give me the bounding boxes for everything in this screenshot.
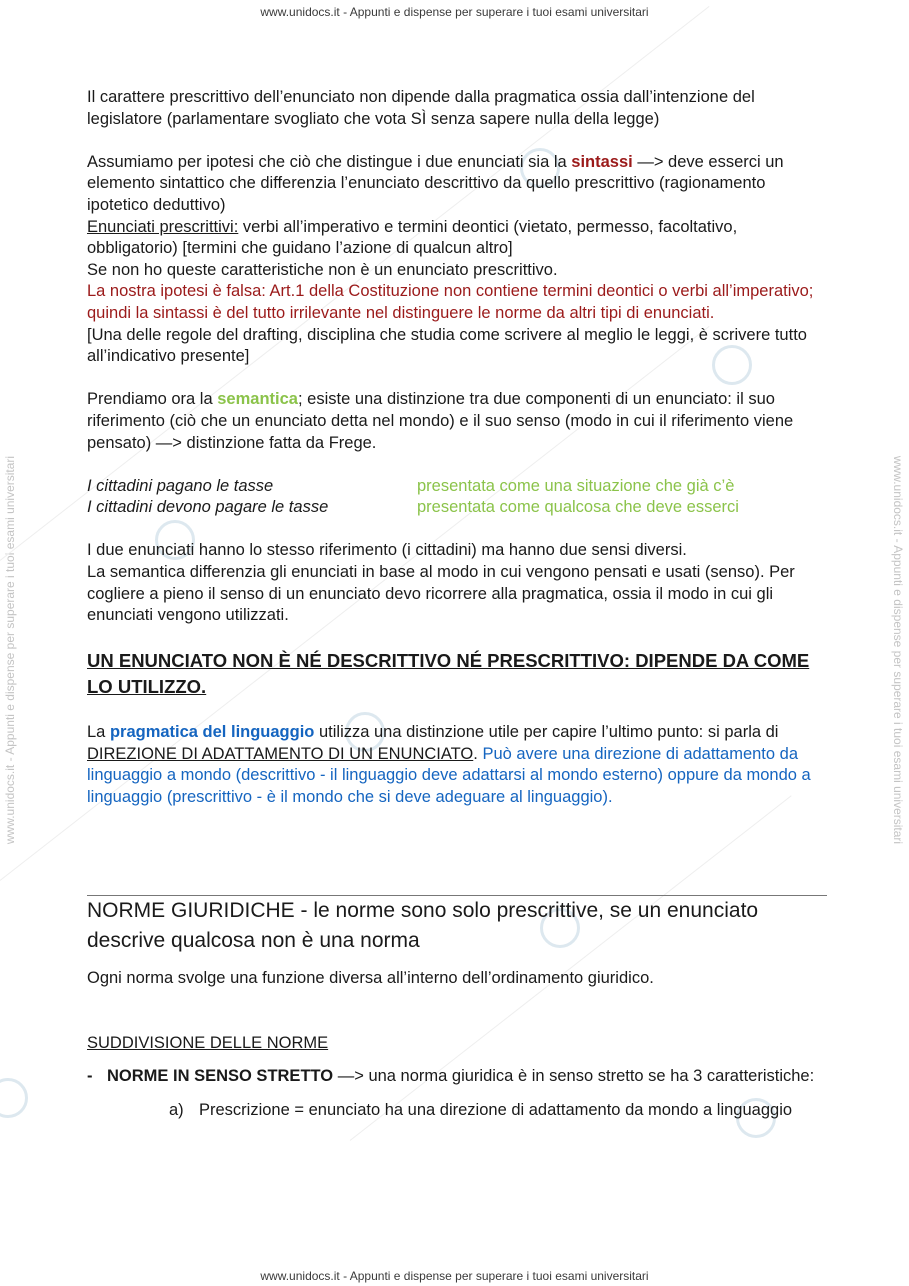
watermark-bottom: www.unidocs.it - Appunti e dispense per superare i tuoi esami universitari <box>260 1269 649 1283</box>
emphasis-heading: UN ENUNCIATO NON È NÉ DESCRITTIVO NÉ PRESCRITTIVO: DIPENDE DA COME LO UTILIZZO. <box>87 650 810 698</box>
keyword-sintassi: sintassi <box>571 152 633 171</box>
paragraph: La semantica differenzia gli enunciati in base al modo in cui vengono pensati e usati (senso). Per cogliere a pieno il senso di un enunciato devo ricorrere alla pragmatica, ossia il modo in cui gli enunciati vengono utilizzati. <box>87 563 795 625</box>
paragraph-sintassi: Assumiamo per ipotesi che ciò che distingue i due enunciati sia la sintassi —> deve esserci un elemento sintattico che differenzia l’enunciato descrittivo da quello prescrittivo (ragionamento ipotetico deduttivo) <box>87 152 784 214</box>
paragraph: Ogni norma svolge una funzione diversa all’interno dell’ordinamento giuridico. <box>87 968 654 987</box>
paragraph-ipotesi-falsa: La nostra ipotesi è falsa: Art.1 della Costituzione non contiene termini deontici o verbi all’imperativo; quindi la sintassi è del tutto irrilevante nel distinguere le norme da altri tipi di enunciati. <box>87 282 814 322</box>
keyword-pragmatica: pragmatica del linguaggio <box>109 723 315 742</box>
document-body <box>87 87 827 1121</box>
subsection-title: SUDDIVISIONE DELLE NORME <box>87 1033 329 1052</box>
paragraph-pragmatica: La pragmatica del linguaggio utilizza una distinzione utile per capire l’ultimo punto: si parla di DIREZIONE DI ADATTAMENTO DI UN ENUNCIATO. Può avere una direzione di adattamento da linguaggio a mondo (descrittivo - il linguaggio deve adattarsi al mondo esterno) oppure da mondo a linguaggio (prescrittivo - è il mondo che si deve adeguare al linguaggio). <box>87 723 811 806</box>
paragraph: I due enunciati hanno lo stesso riferimento (i cittadini) ma hanno due sensi diversi. <box>87 541 687 560</box>
keyword-semantica: semantica <box>217 390 298 409</box>
example-row: I cittadini devono pagare le tasse presentata come qualcosa che deve esserci <box>87 498 739 517</box>
list-item: - NORME IN SENSO STRETTO —> una norma giuridica è in senso stretto se ha 3 caratteristiche: <box>87 1067 815 1086</box>
paragraph-drafting: [Una delle regole del drafting, disciplina che studia come scrivere al meglio le leggi, è scrivere tutto all’indicativo presente] <box>87 325 807 366</box>
paragraph: Se non ho queste caratteristiche non è un enunciato prescrittivo. <box>87 260 558 279</box>
watermark-logo-icon <box>0 1078 28 1118</box>
watermark-top: www.unidocs.it - Appunti e dispense per superare i tuoi esami universitari <box>260 5 649 19</box>
example-row: I cittadini pagano le tasse presentata come una situazione che già c’è <box>87 476 735 495</box>
section-title-norme-giuridiche: NORME GIURIDICHE - le norme sono solo prescrittive, se un enunciato descrive qualcosa non è una norma <box>87 898 759 952</box>
paragraph: Il carattere prescrittivo dell’enunciato non dipende dalla pragmatica ossia dall’intenzione del legislatore (parlamentare svogliato che vota SÌ senza sapere nulla della legge) <box>87 88 755 128</box>
sub-list-item: a) Prescrizione = enunciato ha una direzione di adattamento da mondo a linguaggio <box>169 1100 793 1119</box>
watermark-side-left: www.unidocs.it - Appunti e dispense per superare i tuoi esami universitari <box>3 455 17 845</box>
paragraph-enunciati-prescrittivi: Enunciati prescrittivi: verbi all’imperativo e termini deontici (vietato, permesso, facoltativo, obbligatorio) [termini che guidano l’azione di qualcun altro] <box>87 217 738 258</box>
watermark-side-right: www.unidocs.it - Appunti e dispense per superare i tuoi esami universitari <box>891 455 905 845</box>
paragraph-semantica: Prendiamo ora la semantica; esiste una distinzione tra due componenti di un enunciato: il suo riferimento (ciò che un enunciato detta nel mondo) e il suo senso (modo in cui il riferimento viene pensato) —> distinzione fatta da Frege. <box>87 390 794 452</box>
